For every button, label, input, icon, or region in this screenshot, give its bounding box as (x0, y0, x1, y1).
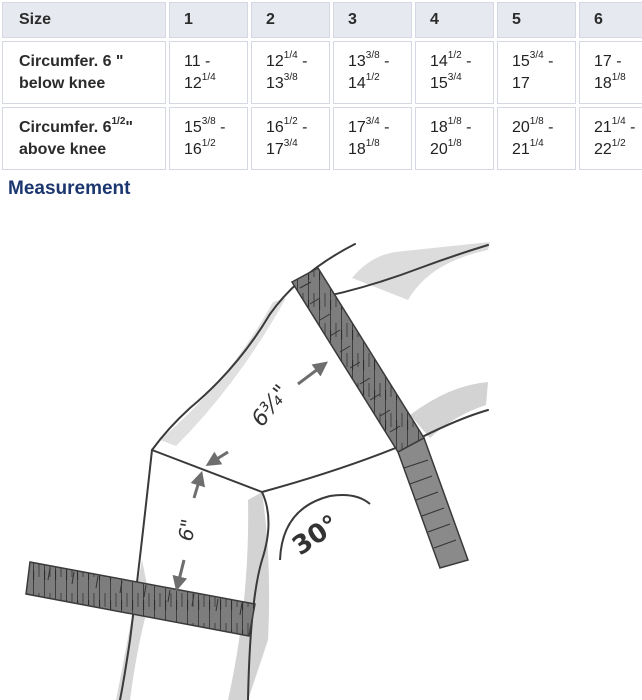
below-arrow-upper (194, 478, 200, 498)
range-cell: $20^{1/8}$ - $21^{1/4}$ (497, 107, 576, 170)
range-low: 18 (430, 118, 448, 136)
row-label-above-knee (2, 107, 166, 170)
range-low-fraction: 1/2 (283, 116, 298, 128)
range-high-fraction: 1/2 (365, 72, 380, 84)
angle-label: 30° (287, 509, 345, 562)
range-low: 12 (266, 52, 284, 70)
range-low-fraction: 1/4 (611, 116, 626, 128)
range-cell: $17^{3/4}$ - $18^{1/8}$ (333, 107, 412, 170)
range-high: 22 (594, 140, 612, 158)
range-low: 21 (594, 118, 612, 136)
below-arrow-lower (178, 560, 184, 584)
size-5-header: 5 (497, 2, 576, 38)
range-high-fraction: 1/4 (529, 138, 544, 150)
range-high-fraction: 1/2 (201, 138, 216, 150)
knee-measurement-illustration (0, 210, 642, 700)
size-2-header: 2 (251, 2, 330, 38)
range-high: 13 (266, 74, 284, 92)
range-low: 13 (348, 52, 366, 70)
range-low-fraction: 1/4 (283, 50, 298, 62)
size-4-header: 4 (415, 2, 494, 38)
range-cell: $21^{1/4}$ - $22^{1/2}$ (579, 107, 642, 170)
range-high-fraction: 1/8 (365, 138, 380, 150)
range-low-fraction: 1/8 (529, 116, 544, 128)
below-measure-label: 6" (173, 517, 201, 543)
range-cell: $15^{3/8}$ - $16^{1/2}$ (169, 107, 248, 170)
range-cell: $16^{1/2}$ - $17^{3/4}$ (251, 107, 330, 170)
range-high: 12 (184, 74, 202, 92)
range-low: 17 (348, 118, 366, 136)
range-low-fraction: 3/8 (365, 50, 380, 62)
above-arrow-lower (212, 452, 228, 462)
row-label-tail: " (125, 118, 133, 136)
row-label-line2: above knee (19, 140, 107, 158)
range-cell: $15^{3/4}$ - 17 (497, 41, 576, 104)
range-high-fraction: 3/8 (283, 72, 298, 84)
range-high-fraction: 3/4 (283, 138, 298, 150)
row-above-knee (2, 107, 642, 170)
size-table (0, 0, 642, 173)
range-high-fraction: 1/4 (201, 72, 216, 84)
size-header: Size (2, 2, 166, 38)
range-cell: $14^{1/2}$ - $15^{3/4}$ (415, 41, 494, 104)
range-high: 18 (594, 74, 612, 92)
range-high: 17 (266, 140, 284, 158)
above-measure-label: 6¾" (247, 380, 295, 432)
range-cell: $13^{3/8}$ - $14^{1/2}$ (333, 41, 412, 104)
range-high-fraction: 1/8 (611, 72, 626, 84)
row-label-main: Circumfer. 6 (19, 118, 112, 136)
measurement-title: Measurement (8, 178, 131, 199)
size-3-header: 3 (333, 2, 412, 38)
table-header-row (2, 2, 642, 38)
row-below-knee (2, 41, 642, 104)
row-label-main: Circumfer. 6 " (19, 52, 124, 70)
range-low: 20 (512, 118, 530, 136)
range-low: 14 (430, 52, 448, 70)
range-low-fraction: 1/2 (447, 50, 462, 62)
range-cell: $18^{1/8}$ - $20^{1/8}$ (415, 107, 494, 170)
size-6-header: 6 (579, 2, 642, 38)
range-low-fraction: 1/8 (447, 116, 462, 128)
above-arrow-upper (298, 366, 322, 384)
row-label-sup: 1/2 (111, 116, 126, 128)
range-high-fraction: 1/8 (447, 138, 462, 150)
range-low-fraction: 3/8 (201, 116, 216, 128)
range-cell: 11 - $12^{1/4}$ (169, 41, 248, 104)
range-cell: $12^{1/4}$ - $13^{3/8}$ (251, 41, 330, 104)
range-high: 14 (348, 74, 366, 92)
range-high: 15 (430, 74, 448, 92)
range-low: 15 (184, 118, 202, 136)
range-low: 16 (266, 118, 284, 136)
range-low: 11 (184, 52, 201, 70)
range-high: 20 (430, 140, 448, 158)
range-high-fraction: 3/4 (447, 72, 462, 84)
range-high: 16 (184, 140, 202, 158)
range-high: 21 (512, 140, 530, 158)
row-label-line2: below knee (19, 74, 106, 92)
row-label-below-knee (2, 41, 166, 104)
range-low: 15 (512, 52, 530, 70)
range-low: 17 (594, 52, 612, 70)
range-low-fraction: 3/4 (529, 50, 544, 62)
range-high: 18 (348, 140, 366, 158)
range-cell: 17 - $18^{1/8}$ (579, 41, 642, 104)
range-high-fraction: 1/2 (611, 138, 626, 150)
size-1-header: 1 (169, 2, 248, 38)
range-high: 17 (512, 74, 530, 92)
hanging-tape-end (398, 438, 468, 568)
range-low-fraction: 3/4 (365, 116, 380, 128)
